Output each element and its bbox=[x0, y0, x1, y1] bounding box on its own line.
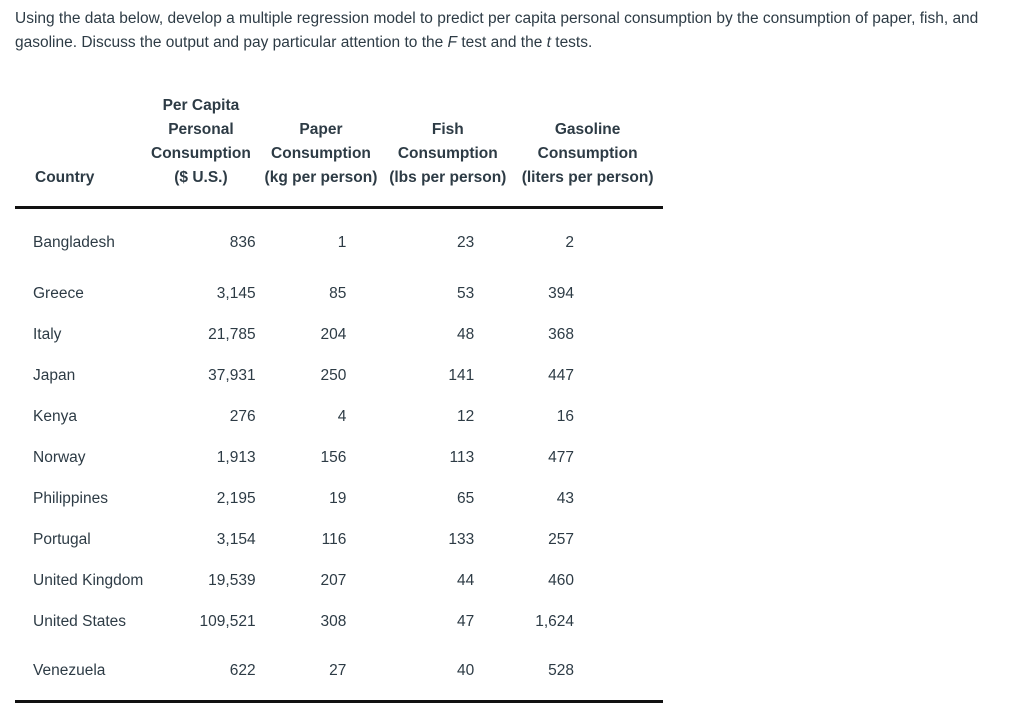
question-part-1: Using the data below, develop a multiple regression model to predict per capita personal consumption by the consumption of paper, fish, and gasoline. Discuss the output and pay particular attention to the bbox=[15, 10, 979, 51]
cell-pce: 1,913 bbox=[216, 448, 256, 466]
cell-country: Greece bbox=[33, 284, 84, 302]
table-row bbox=[15, 437, 663, 478]
header-paper-line-3: (kg per person) bbox=[264, 169, 378, 186]
cell-gasoline: 447 bbox=[548, 366, 574, 384]
cell-fish: 12 bbox=[456, 407, 475, 425]
table-row bbox=[15, 642, 663, 702]
cell-fish: 53 bbox=[456, 284, 475, 302]
header-country: Country bbox=[15, 94, 143, 208]
header-paper-line-2: Consumption bbox=[271, 145, 371, 162]
cell-paper: 250 bbox=[320, 366, 347, 384]
table-row bbox=[15, 478, 663, 519]
cell-pce: 622 bbox=[143, 642, 258, 702]
cell-pce: 37,931 bbox=[208, 366, 256, 384]
cell-fish: 65 bbox=[456, 489, 475, 507]
cell-fish: 47 bbox=[456, 612, 475, 630]
cell-fish: 141 bbox=[448, 366, 475, 384]
table-row bbox=[15, 273, 663, 314]
cell-paper: 1 bbox=[337, 234, 347, 251]
cell-pce: 19,539 bbox=[208, 571, 256, 589]
cell-paper: 156 bbox=[320, 448, 347, 466]
cell-fish: 133 bbox=[448, 530, 475, 548]
cell-paper: 207 bbox=[320, 571, 347, 589]
header-pce-line-3: Consumption bbox=[151, 145, 251, 162]
cell-fish: 23 bbox=[456, 234, 475, 251]
table-row bbox=[15, 355, 663, 396]
table-row bbox=[15, 519, 663, 560]
header-pce-line-1: Per Capita bbox=[162, 97, 240, 114]
cell-fish: 44 bbox=[456, 571, 475, 589]
cell-country: Japan bbox=[33, 366, 76, 384]
data-table bbox=[15, 94, 663, 703]
cell-pce: 21,785 bbox=[208, 325, 256, 343]
header-fish-line-1: Fish bbox=[431, 121, 464, 138]
cell-gasoline: 394 bbox=[548, 284, 574, 302]
cell-country: Norway bbox=[33, 448, 86, 466]
header-pce-line-2: Personal bbox=[168, 121, 234, 138]
header-gas-line-2: Consumption bbox=[537, 145, 638, 162]
header-fish-line-2: Consumption bbox=[397, 145, 498, 162]
table-row bbox=[15, 560, 663, 601]
table-row bbox=[15, 601, 663, 642]
cell-pce: 3,145 bbox=[216, 284, 256, 302]
header-per-capita-consumption bbox=[143, 94, 258, 208]
cell-country: Italy bbox=[33, 325, 62, 343]
cell-paper: 19 bbox=[329, 489, 347, 507]
cell-country: Philippines bbox=[33, 489, 108, 507]
cell-paper: 27 bbox=[259, 642, 384, 702]
cell-gasoline: 460 bbox=[548, 571, 574, 589]
header-fish-line-3: (lbs per person) bbox=[389, 169, 507, 186]
cell-pce: 109,521 bbox=[199, 612, 256, 630]
header-gas-line-1: Gasoline bbox=[554, 121, 621, 138]
cell-gasoline: 477 bbox=[548, 448, 574, 466]
cell-country: Portugal bbox=[33, 530, 91, 548]
cell-gasoline: 43 bbox=[556, 489, 574, 507]
cell-gasoline: 16 bbox=[556, 407, 574, 425]
cell-pce: 3,154 bbox=[216, 530, 256, 548]
cell-country: United States bbox=[33, 612, 127, 630]
cell-gasoline: 2 bbox=[565, 234, 574, 251]
cell-country: Kenya bbox=[33, 407, 77, 425]
cell-gasoline: 1,624 bbox=[535, 612, 574, 630]
header-pce-line-4: ($ U.S.) bbox=[174, 169, 228, 186]
cell-fish: 113 bbox=[449, 448, 475, 466]
table-row bbox=[15, 396, 663, 437]
question-part-3: tests. bbox=[550, 34, 593, 51]
cell-pce: 2,195 bbox=[216, 489, 256, 507]
cell-pce: 836 bbox=[229, 234, 256, 251]
table-row bbox=[15, 314, 663, 355]
header-fish-consumption bbox=[383, 94, 512, 208]
t-letter: t bbox=[546, 34, 551, 51]
cell-paper: 308 bbox=[320, 612, 347, 630]
question-text bbox=[15, 7, 1010, 55]
table-row bbox=[15, 208, 663, 274]
cell-gasoline: 368 bbox=[548, 325, 574, 343]
cell-fish: 40 bbox=[383, 642, 512, 702]
header-row bbox=[15, 94, 663, 208]
header-paper-consumption bbox=[259, 94, 384, 208]
cell-gasoline: 257 bbox=[548, 530, 574, 548]
cell-country: United Kingdom bbox=[33, 571, 144, 589]
cell-country: Bangladesh bbox=[33, 234, 115, 251]
question-part-2: test and the bbox=[457, 34, 547, 51]
cell-paper: 4 bbox=[337, 407, 347, 425]
cell-fish: 48 bbox=[456, 325, 475, 343]
header-gasoline-consumption bbox=[512, 94, 663, 208]
header-gas-line-3: (liters per person) bbox=[521, 169, 654, 186]
cell-pce: 276 bbox=[229, 407, 256, 425]
cell-paper: 204 bbox=[320, 325, 347, 343]
cell-gasoline: 528 bbox=[512, 642, 663, 702]
cell-country: Venezuela bbox=[15, 642, 143, 702]
cell-paper: 116 bbox=[321, 530, 347, 548]
header-paper-line-1: Paper bbox=[299, 121, 343, 138]
cell-paper: 85 bbox=[329, 284, 347, 302]
f-letter: F bbox=[447, 34, 458, 51]
